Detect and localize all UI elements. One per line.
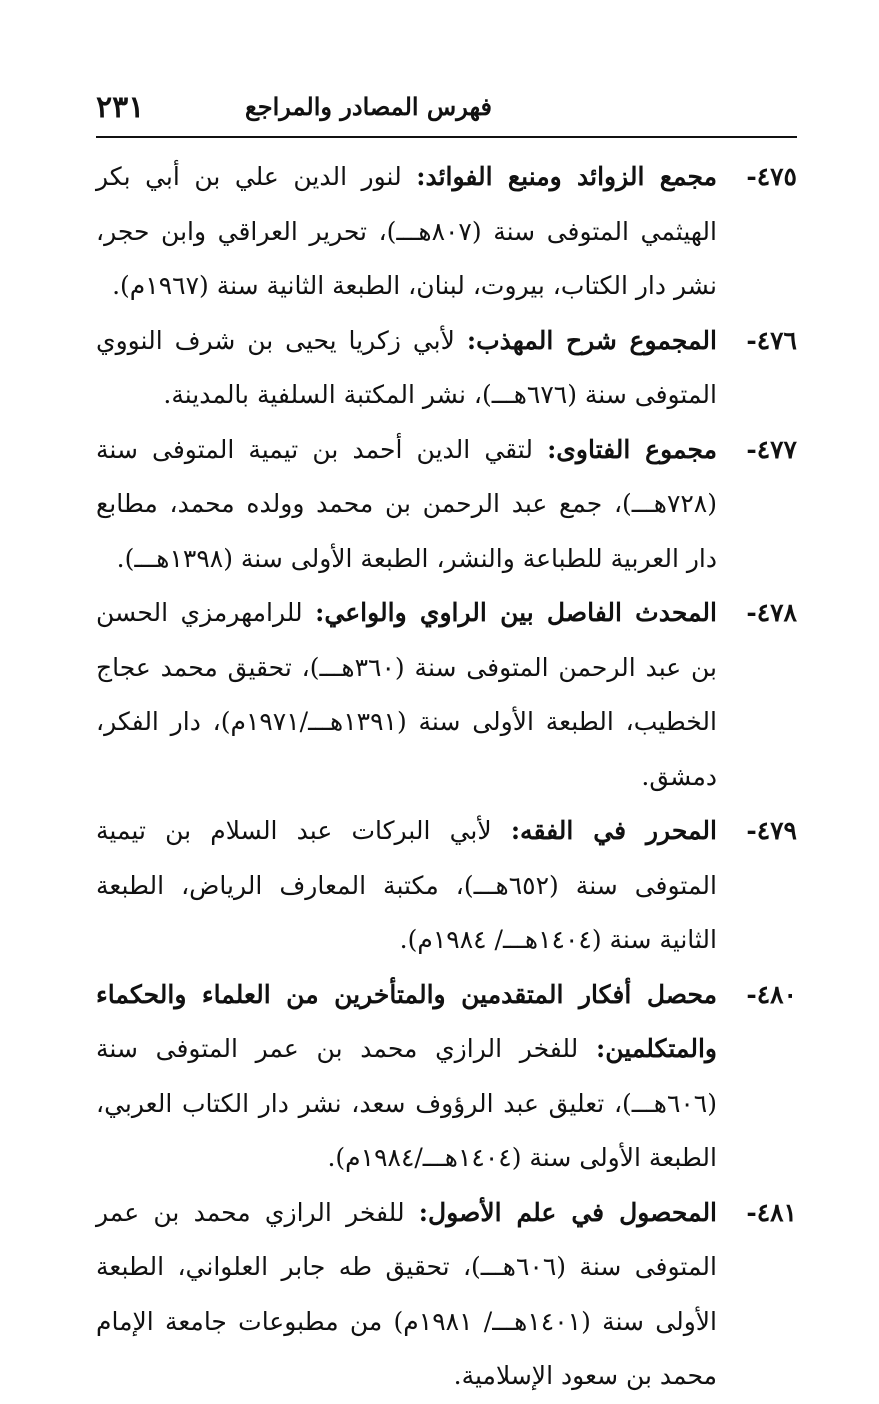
page-number: ٢٣١ bbox=[96, 90, 145, 125]
entry-number: ٤٨٠- bbox=[746, 979, 797, 1009]
entry-title: المحرر في الفقه: bbox=[510, 816, 717, 845]
bibliography-entry bbox=[96, 1186, 797, 1404]
page-header bbox=[96, 88, 797, 134]
running-title: فهرس المصادر والمراجع bbox=[244, 92, 492, 121]
entry-number: ٤٧٨- bbox=[746, 598, 797, 627]
entry-title: محصل أفكار المتقدمين والمتأخرين من العلماء والحكماء والمتكلمين: bbox=[96, 979, 717, 1063]
header-divider bbox=[96, 136, 797, 138]
entry-text: للرامهرمزي الحسن بن عبد الرحمن المتوفى سنة (٣٦٠هـــ)، تحقيق محمد عجاج الخطيب، الطبعة الأولى سنة (١٣٩١هـــ/١٩٧١م)، دار الفكر، دمشق. bbox=[96, 598, 718, 791]
entry-text: للفخر الرازي محمد بن عمر المتوفى سنة (٦٠٦هـــ)، تحقيق طه جابر العلواني، الطبعة الأولى سنة (١٤٠١هـــ/ ١٩٨١م) من مطبوعات جامعة الإمام محمد بن سعود الإسلامية. bbox=[96, 1197, 717, 1390]
entry-text: للفخر الرازي محمد بن عمر المتوفى سنة (٦٠٦هـــ)، تعليق عبد الرؤوف سعد، نشر دار الكتاب العربي، الطبعة الأولى سنة (١٤٠٤هـــ/١٩٨٤م). bbox=[96, 1034, 717, 1172]
entry-text: لأبي زكريا يحيى بن شرف النووي المتوفى سنة (٦٧٦هـــ)، نشر المكتبة السلفية بالمدينة. bbox=[96, 325, 717, 409]
entry-number: ٤٧٧- bbox=[746, 434, 797, 464]
entry-text: لنور الدين علي بن أبي بكر الهيثمي المتوفى سنة (٨٠٧هـــ)، تحرير العراقي وابن حجر، نشر دار الكتاب، بيروت، لبنان، الطبعة الثانية سنة (١٩٦٧م). bbox=[96, 162, 717, 300]
entry-text: لأبي البركات عبد السلام بن تيمية المتوفى سنة (٦٥٢هـــ)، مكتبة المعارف الرياض، الطبعة الثانية سنة (١٤٠٤هـــ/ ١٩٨٤م). bbox=[96, 816, 717, 954]
bibliography-list bbox=[96, 150, 797, 1404]
entry-title: مجمع الزوائد ومنبع الفوائد: bbox=[416, 162, 718, 191]
bibliography-entry bbox=[96, 150, 797, 314]
bibliography-entry bbox=[96, 968, 797, 1186]
entry-title: مجموع الفتاوى: bbox=[547, 434, 717, 464]
entry-number: ٤٧٦- bbox=[746, 325, 797, 355]
bibliography-entry bbox=[96, 314, 797, 423]
bibliography-entry bbox=[96, 804, 797, 968]
entry-title: المحدث الفاصل بين الراوي والواعي: bbox=[315, 598, 717, 627]
entry-title: المجموع شرح المهذب: bbox=[466, 325, 717, 355]
bibliography-entry bbox=[96, 586, 797, 804]
entry-number: ٤٧٩- bbox=[746, 816, 797, 845]
entry-text: لتقي الدين أحمد بن تيمية المتوفى سنة (٧٢٨هـــ)، جمع عبد الرحمن بن محمد وولده محمد، مطابع دار العربية للطباعة والنشر، الطبعة الأولى سنة (١٣٩٨هـــ). bbox=[96, 434, 717, 573]
entry-number: ٤٨١- bbox=[746, 1197, 797, 1227]
entry-number: ٤٧٥- bbox=[746, 162, 797, 191]
bibliography-entry bbox=[96, 423, 797, 587]
entry-title: المحصول في علم الأصول: bbox=[418, 1197, 718, 1227]
